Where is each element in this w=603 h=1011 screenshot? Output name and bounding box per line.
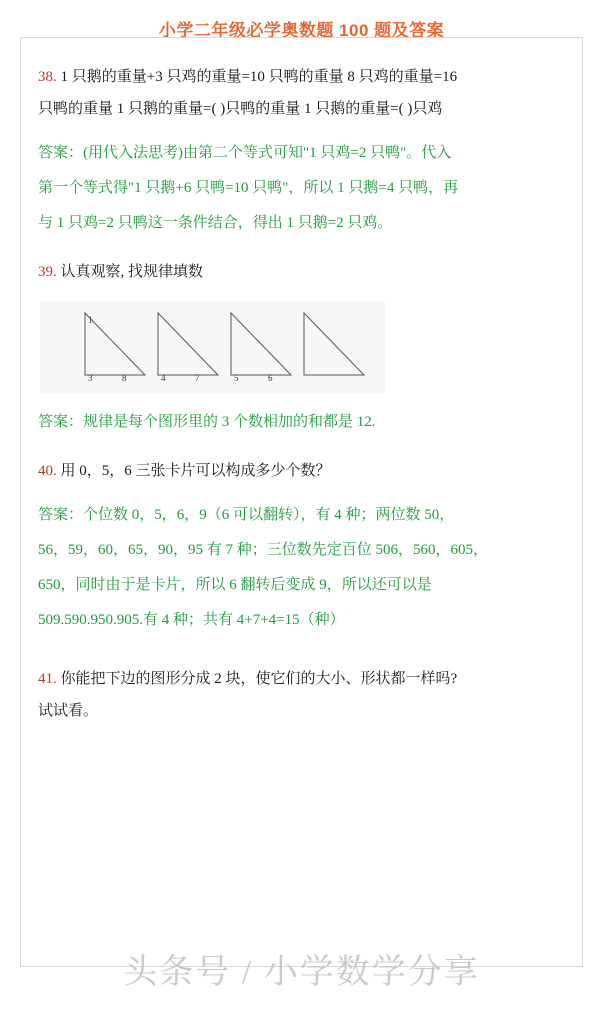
triangle-label-right: 7 <box>195 373 200 383</box>
question-block-40 <box>38 456 568 636</box>
question-number: 38. <box>38 69 57 85</box>
question-line: 只鸭的重量 1 只鹅的重量=( )只鸭的重量 1 只鹅的重量=( )只鸡 <box>38 101 443 117</box>
question-text: 你能把下边的图形分成 2 块，使它们的大小、形状都一样吗? <box>60 671 458 687</box>
answer-line: 56，59，60，65，90，95 有 7 种；三位数先定百位 506，560，605， <box>38 542 489 558</box>
question-block-38 <box>38 62 568 239</box>
question-line <box>38 664 568 694</box>
question-line <box>38 62 568 92</box>
triangle-label-left: 3 <box>88 373 93 383</box>
document-content <box>38 62 568 744</box>
answer-line: 答案：(用代入法思考)由第二个等式可知"1 只鸡=2 只鸭"。代入 <box>38 145 452 161</box>
answer-line: 650，同时由于是卡片，所以 6 翻转后变成 9，所以还可以是 <box>38 577 432 593</box>
question-line <box>38 456 568 486</box>
watermark: 头条号 / 小学数学分享 <box>123 954 480 991</box>
question-text: 认真观察, 找规律填数 <box>60 264 204 280</box>
question-number: 40. <box>38 463 57 479</box>
answer-line: 答案：个位数 0，5，6，9（6 可以翻转），有 4 种；两位数 50， <box>38 507 455 523</box>
triangle-label-right: 6 <box>268 373 273 383</box>
question-block-39 <box>38 257 568 438</box>
triangle-label-top: 1 <box>88 315 93 325</box>
question-line <box>38 257 568 287</box>
question-line: 试试看。 <box>38 703 99 719</box>
question-text: 1 只鹅的重量+3 只鸡的重量=10 只鸭的重量 8 只鸡的重量=16 <box>60 69 458 85</box>
question-block-41 <box>38 654 568 726</box>
triangle-label-left: 4 <box>161 373 166 383</box>
triangle-label-left: 5 <box>234 373 239 383</box>
answer-line: 509.590.950.905.有 4 种；共有 4+7+4=15（种） <box>38 612 345 628</box>
answer-line: 与 1 只鸡=2 只鸭这一条件结合，得出 1 只鹅=2 只鸡。 <box>38 215 393 231</box>
answer-line: 答案：规律是每个图形里的 3 个数相加的和都是 12. <box>38 414 376 430</box>
question-number: 41. <box>38 671 57 687</box>
question-number: 39. <box>38 264 57 280</box>
triangle-figure <box>40 301 385 393</box>
triangle-label-right: 8 <box>122 373 127 383</box>
answer-line: 第一个等式得"1 只鹅+6 只鸭=10 只鸭"，所以 1 只鹅=4 只鸭，再 <box>38 180 459 196</box>
question-text: 用 0，5，6 三张卡片可以构成多少个数？ <box>60 463 331 479</box>
page-title: 小学二年级必学奥数题 100 题及答案 <box>158 21 445 40</box>
